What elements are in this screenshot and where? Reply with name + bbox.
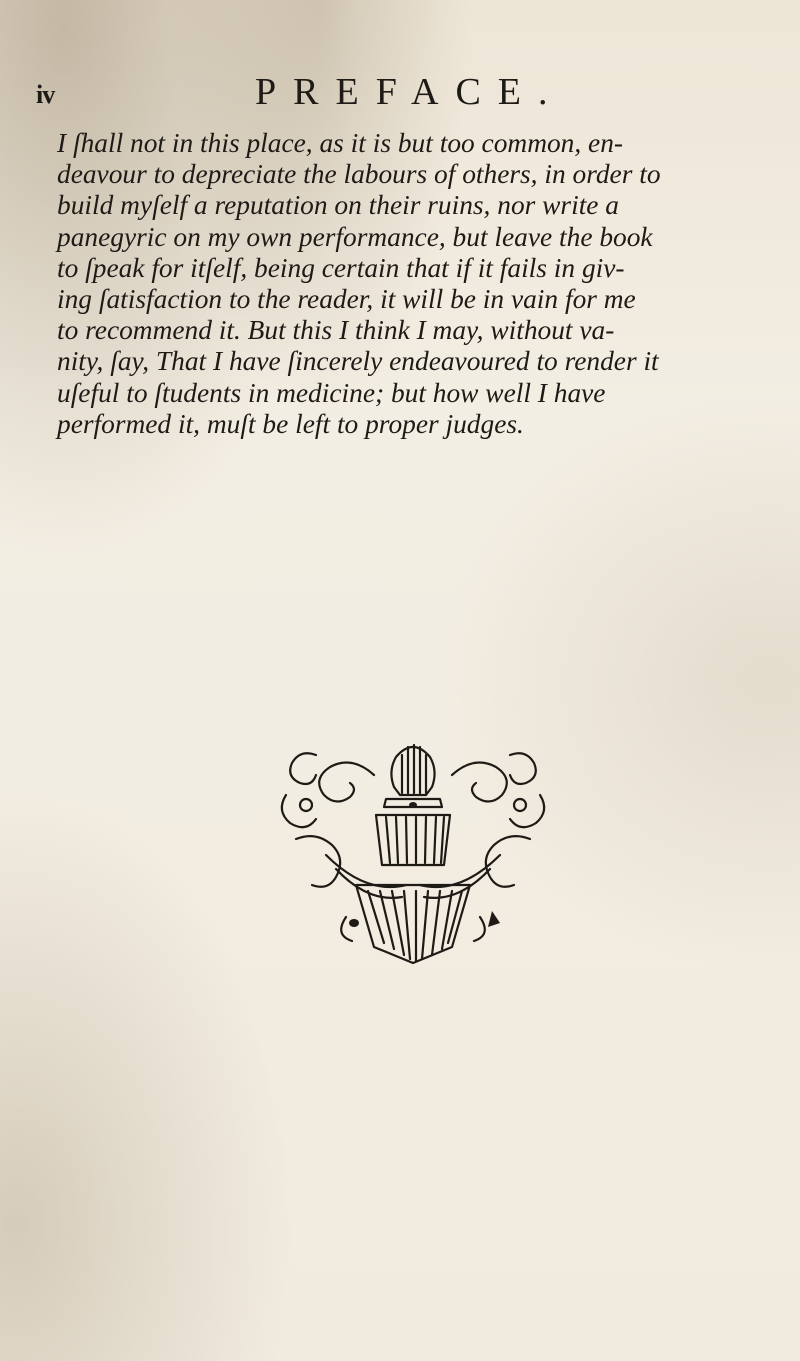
- text-line: panegyric on my own performance, but leave the book: [57, 221, 653, 252]
- text-line: uſeful to ſtudents in medicine; but how well I have: [57, 377, 606, 408]
- running-head: PREFACE.: [255, 71, 565, 113]
- text-line: ing ſatisfaction to the reader, it will be in vain for me: [57, 284, 636, 315]
- text-line: to ſpeak for itſelf, being certain that if it fails in giv-: [57, 252, 625, 283]
- tailpiece-ornament-icon: [256, 735, 571, 965]
- text-line: build myſelf a reputation on their ruins, nor write a: [57, 190, 620, 221]
- text-line: I ſhall not in this place, as it is but too common, en-: [57, 128, 624, 158]
- preface-paragraph: [57, 128, 797, 440]
- text-line: nity, ſay, That I have ſincerely endeavoured to render it: [57, 346, 659, 377]
- page-number: iv: [36, 80, 55, 109]
- text-line: to recommend it. But this I think I may, without va-: [57, 315, 615, 346]
- text-line: performed it, muſt be left to proper judges.: [57, 408, 524, 439]
- text-line: deavour to depreciate the labours of others, in order to: [57, 159, 661, 190]
